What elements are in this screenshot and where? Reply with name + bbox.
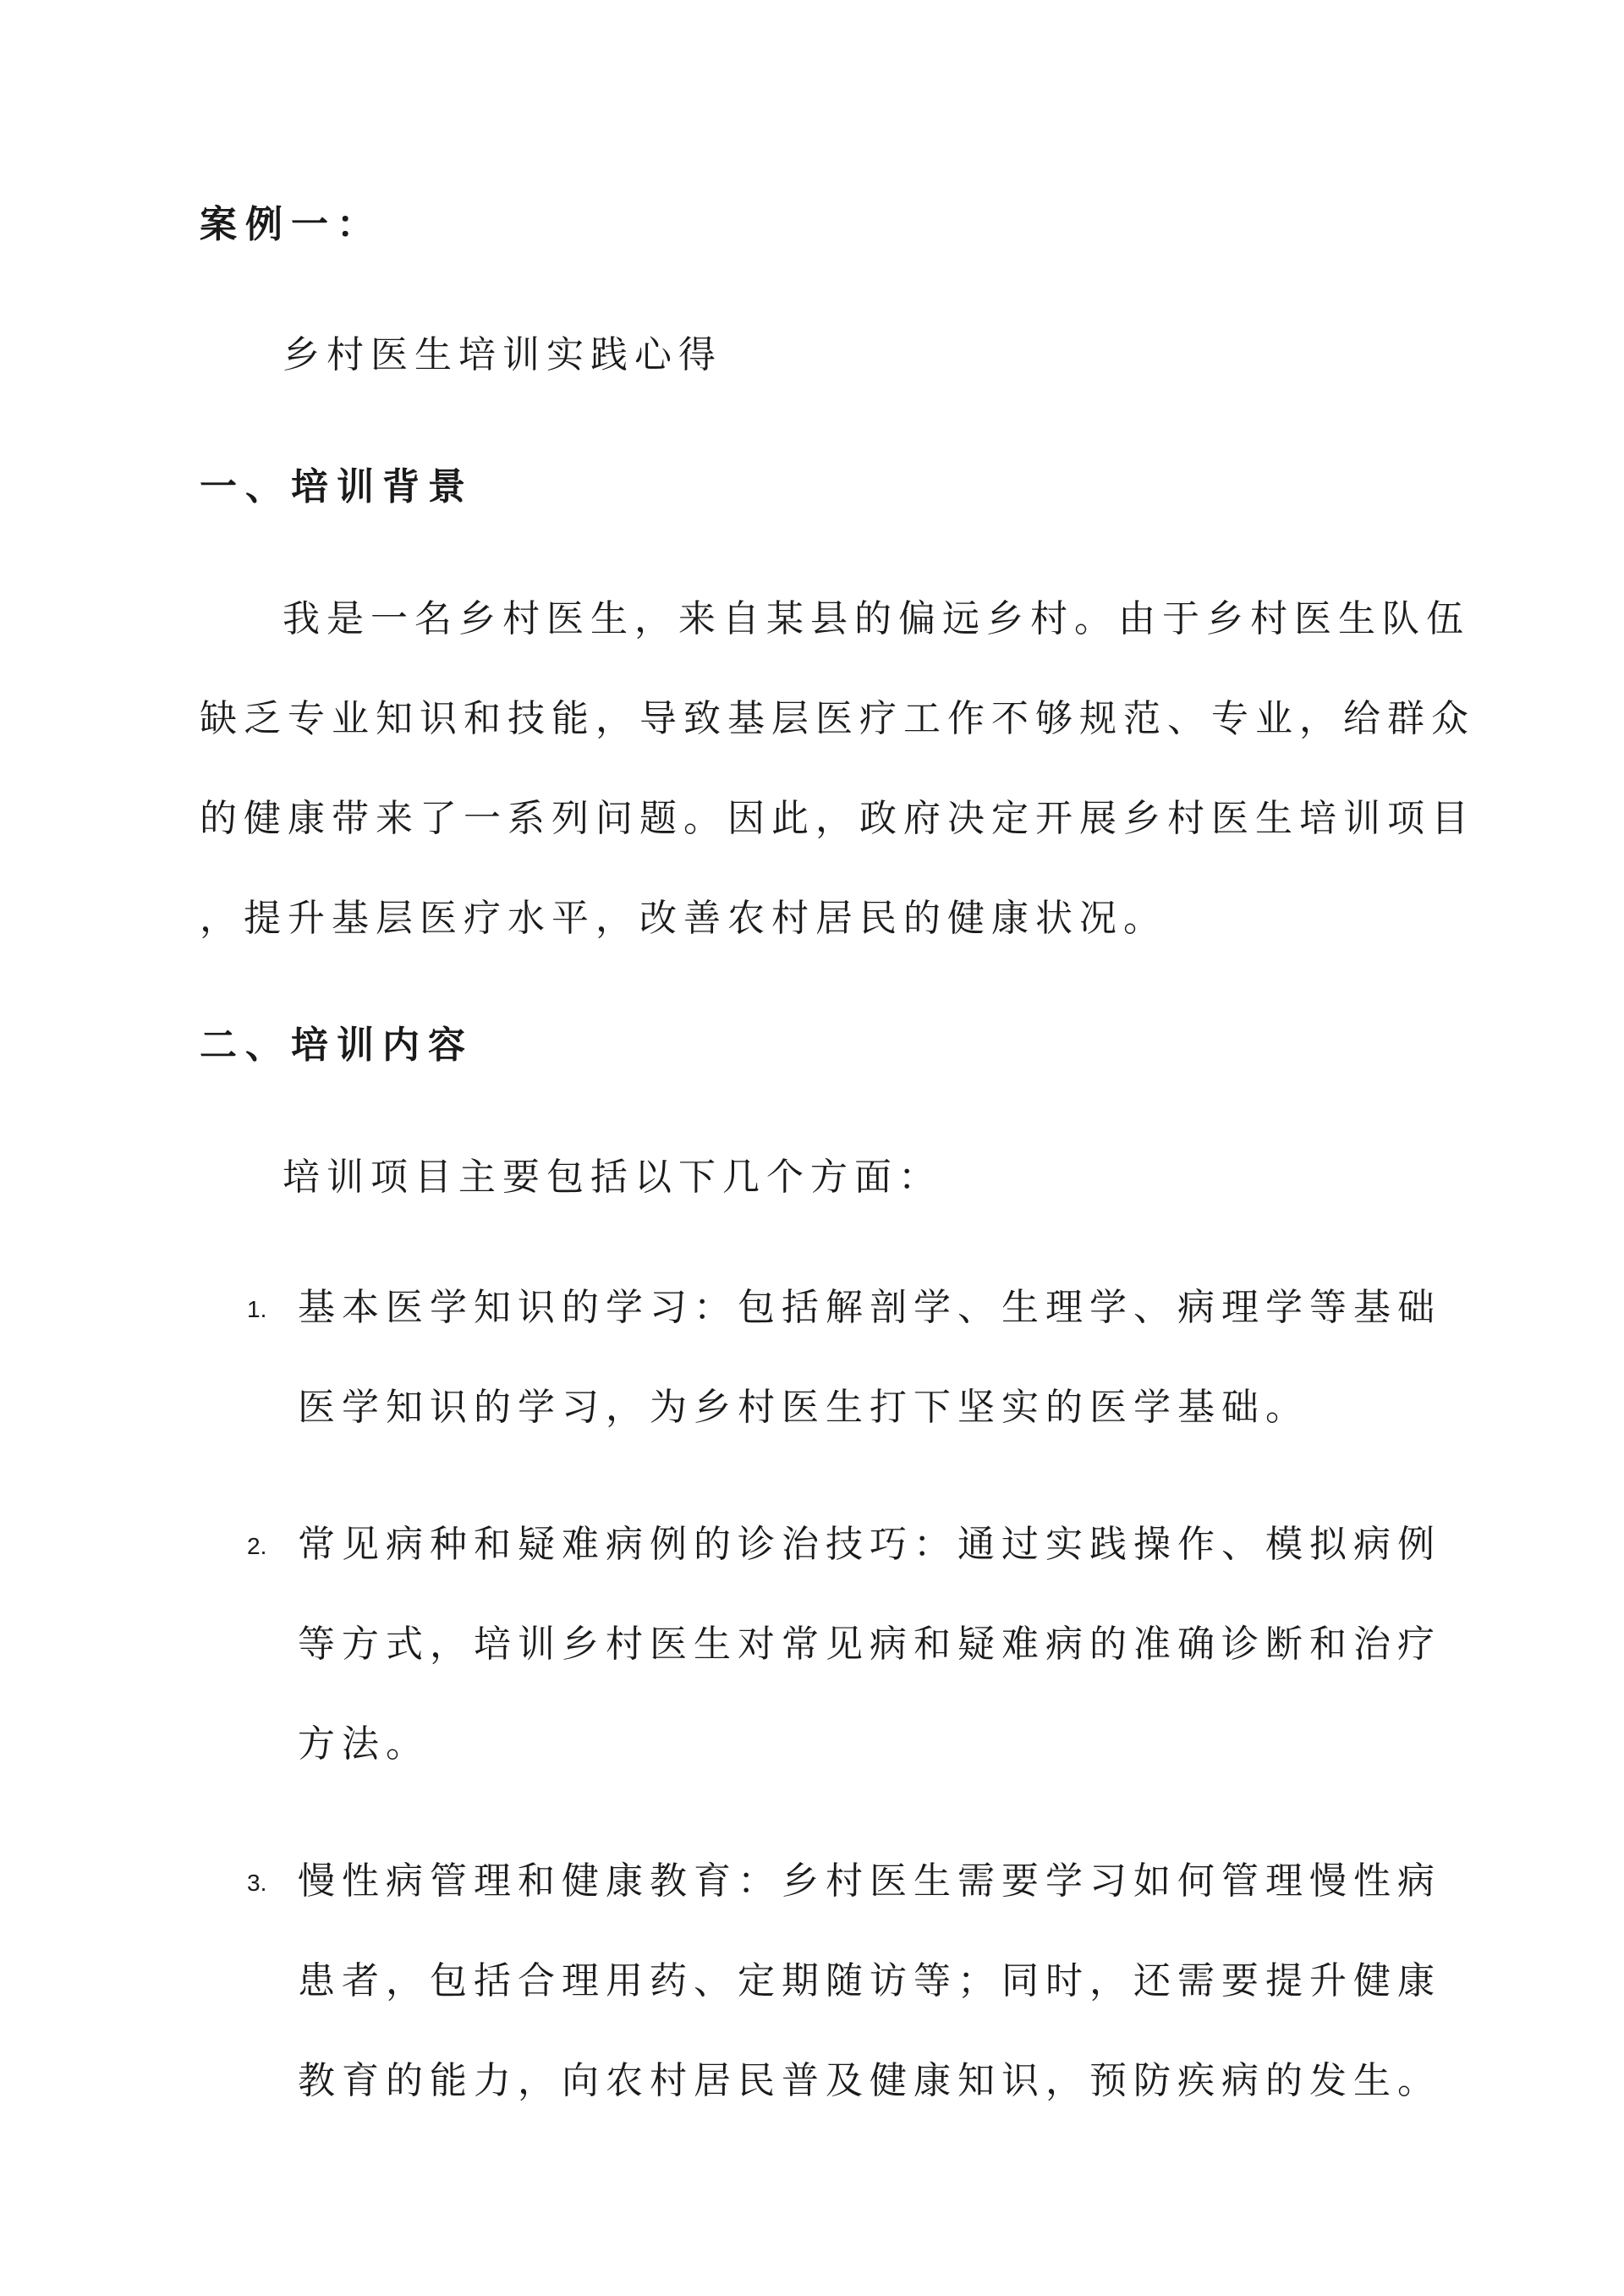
paragraph-line: 的健康带来了一系列问题。因此，政府决定开展乡村医生培训项目: [200, 797, 1475, 840]
section-heading-content: 二、培训内容: [200, 1024, 474, 1067]
content-intro: 培训项目主要包括以下几个方面：: [283, 1156, 942, 1199]
list-item-line: 教育的能力，向农村居民普及健康知识，预防疾病的发生。: [298, 2059, 1441, 2102]
list-item-line: 常见病种和疑难病例的诊治技巧：通过实践操作、模拟病例: [298, 1523, 1441, 1566]
list-number: 1.: [247, 1296, 267, 1322]
paragraph-line: ，提升基层医疗水平，改善农村居民的健康状况。: [200, 897, 1167, 940]
list-number: 3.: [247, 1870, 267, 1896]
list-item-line: 慢性病管理和健康教育：乡村医生需要学习如何管理慢性病: [298, 1859, 1441, 1903]
list-item-line: 方法。: [298, 1722, 430, 1766]
case-title: 案例一：: [200, 203, 382, 246]
list-item-line: 基本医学知识的学习：包括解剖学、生理学、病理学等基础: [298, 1286, 1441, 1329]
list-item-line: 等方式，培训乡村医生对常见病和疑难病的准确诊断和治疗: [298, 1623, 1441, 1666]
list-number: 2.: [247, 1533, 267, 1559]
document-title: 乡村医生培训实践心得: [283, 333, 722, 376]
section-heading-background: 一、培训背景: [200, 465, 474, 508]
paragraph-line: 缺乏专业知识和技能，导致基层医疗工作不够规范、专业，给群众: [200, 697, 1475, 740]
list-item-line: 医学知识的学习，为乡村医生打下坚实的医学基础。: [298, 1386, 1309, 1429]
list-item-line: 患者，包括合理用药、定期随访等；同时，还需要提升健康: [298, 1959, 1441, 2002]
paragraph-line: 我是一名乡村医生，来自某县的偏远乡村。由于乡村医生队伍: [283, 597, 1470, 640]
